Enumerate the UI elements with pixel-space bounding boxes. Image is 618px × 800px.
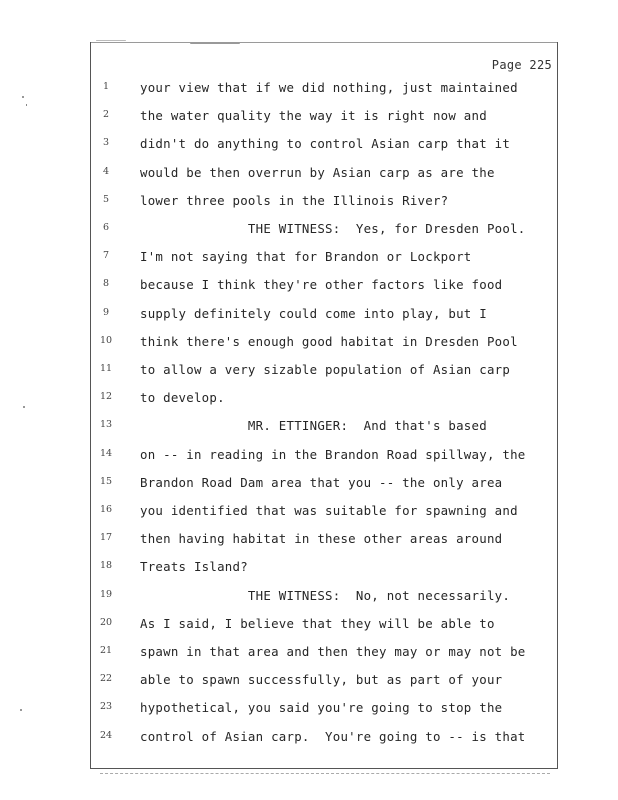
line-number: 21 <box>99 645 113 656</box>
transcript-line <box>0 729 618 745</box>
line-number: 7 <box>102 250 110 262</box>
line-text: think there's enough good habitat in Dresden Pool <box>140 333 518 349</box>
line-text: the water quality the way it is right now and <box>140 108 487 124</box>
line-text: supply definitely could come into play, but I <box>140 305 487 321</box>
transcript-line <box>0 616 618 632</box>
line-number: 4 <box>102 165 110 177</box>
transcript-line <box>0 531 618 547</box>
line-text: Brandon Road Dam area that you -- the only area <box>140 474 503 490</box>
line-text: Treats Island? <box>140 559 248 575</box>
line-text: able to spawn successfully, but as part of your <box>140 672 503 688</box>
transcript-line <box>0 475 618 491</box>
line-text: control of Asian carp. You're going to -- is that <box>140 728 526 744</box>
line-number: 17 <box>99 532 113 544</box>
transcript-line <box>0 80 618 96</box>
line-text: THE WITNESS: Yes, for Dresden Pool. <box>140 221 526 236</box>
line-number: 5 <box>102 193 110 205</box>
line-number: 9 <box>102 306 110 318</box>
transcript-line <box>0 447 618 463</box>
line-text: to allow a very sizable population of Asian carp <box>140 362 511 377</box>
line-number: 15 <box>99 475 113 487</box>
page-number-label: Page 225 <box>491 58 552 72</box>
scan-noise-line <box>100 773 550 775</box>
transcript-line <box>0 249 618 265</box>
line-number: 20 <box>99 616 113 628</box>
line-text: on -- in reading in the Brandon Road spillway, the <box>140 446 526 462</box>
transcript-line <box>0 588 618 604</box>
transcript-line <box>0 221 618 237</box>
scan-speck <box>96 40 126 41</box>
transcript-line <box>0 700 618 716</box>
line-number: 14 <box>99 447 113 459</box>
line-number: 3 <box>102 137 110 149</box>
line-text: you identified that was suitable for spawning and <box>140 503 518 518</box>
transcript-line <box>0 277 618 293</box>
line-text: to develop. <box>140 390 225 406</box>
bottom-border <box>90 768 558 769</box>
line-number: 1 <box>102 81 110 92</box>
line-number: 23 <box>99 701 113 713</box>
scan-speck <box>190 42 240 44</box>
line-number: 2 <box>102 109 110 121</box>
transcript-line <box>0 108 618 124</box>
transcript-line <box>0 306 618 322</box>
line-number: 12 <box>99 391 113 403</box>
transcript-line <box>0 334 618 350</box>
line-text: MR. ETTINGER: And that's based <box>140 418 487 434</box>
line-text: didn't do anything to control Asian carp that it <box>140 136 511 152</box>
line-text: I'm not saying that for Brandon or Lockport <box>140 249 472 265</box>
line-text: lower three pools in the Illinois River? <box>140 192 449 208</box>
line-number: 16 <box>99 504 113 515</box>
scan-speck <box>22 96 24 98</box>
transcript-line <box>0 193 618 209</box>
line-number: 18 <box>99 560 113 572</box>
line-number: 13 <box>99 419 113 431</box>
transcript-line <box>0 672 618 688</box>
line-text: your view that if we did nothing, just maintained <box>140 80 518 95</box>
transcript-line <box>0 503 618 519</box>
line-number: 11 <box>99 363 113 374</box>
line-text: As I said, I believe that they will be able to <box>140 615 495 631</box>
line-number: 19 <box>99 588 113 600</box>
transcript-line <box>0 390 618 406</box>
transcript-line <box>0 362 618 378</box>
line-text: because I think they're other factors like food <box>140 277 503 293</box>
line-number: 22 <box>99 673 113 685</box>
line-number: 8 <box>102 278 110 290</box>
line-text: would be then overrun by Asian carp as are the <box>140 164 495 180</box>
scan-speck <box>26 104 27 106</box>
line-text: THE WITNESS: No, not necessarily. <box>140 587 511 603</box>
line-number: 6 <box>102 222 110 233</box>
transcript-line <box>0 136 618 152</box>
transcript-line <box>0 644 618 660</box>
transcript-line <box>0 559 618 575</box>
transcript-line <box>0 418 618 434</box>
line-number: 10 <box>99 334 113 346</box>
top-border <box>90 42 558 43</box>
line-text: spawn in that area and then they may or may not be <box>140 644 526 659</box>
line-text: then having habitat in these other areas around <box>140 531 503 547</box>
scan-speck <box>23 406 25 408</box>
transcript-line <box>0 165 618 181</box>
line-number: 24 <box>99 729 113 741</box>
line-text: hypothetical, you said you're going to stop the <box>140 700 503 716</box>
